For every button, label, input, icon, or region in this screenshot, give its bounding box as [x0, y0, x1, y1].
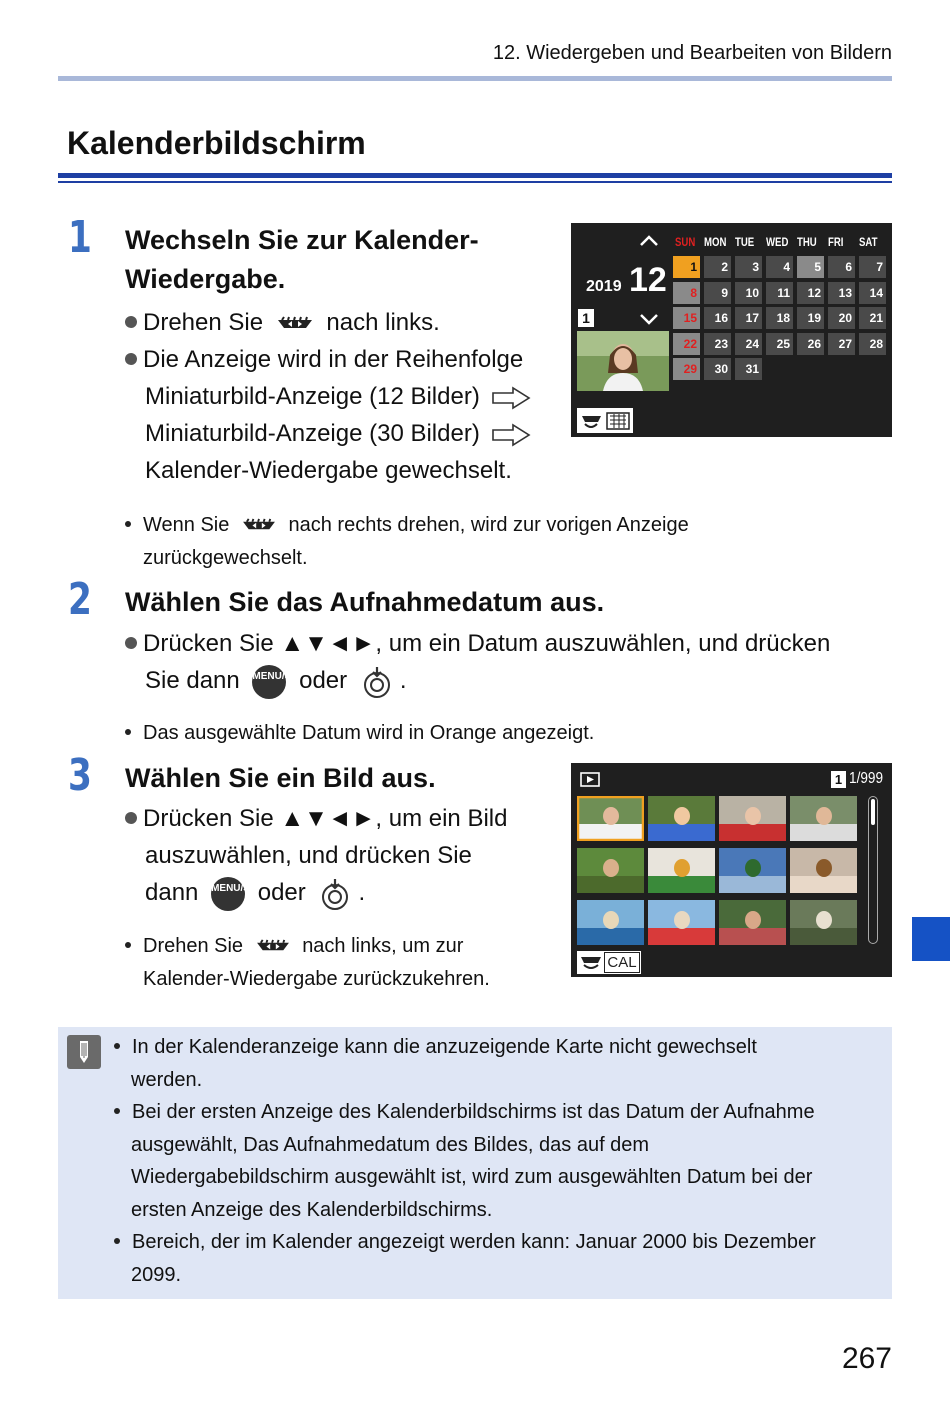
step-2-bullets: Drücken Sie ▲▼◄►, um ein Datum auszuwählen, und drücken Sie dann MENU/SET oder .: [125, 625, 905, 699]
step-3-number: 3: [68, 750, 92, 801]
step-2-title: Wählen Sie das Aufnahmedatum aus.: [125, 587, 605, 617]
title-divider: [58, 173, 892, 178]
calendar-day[interactable]: 13: [828, 282, 855, 304]
right-arrow-icon: [491, 423, 531, 447]
info-note-item: Bereich, der im Kalender angezeigt werden kann: Januar 2000 bis Dezember: [114, 1226, 884, 1259]
calendar-day[interactable]: 28: [859, 333, 886, 355]
thumbnail-image[interactable]: [719, 848, 786, 893]
bullet-item: Drücken Sie ▲▼◄►, um ein Bild: [125, 800, 565, 837]
image-counter: 1/999: [849, 770, 884, 787]
scrollbar[interactable]: [868, 796, 878, 944]
control-dial-press-icon: [360, 665, 394, 699]
weekday-tue: TUE: [735, 235, 755, 249]
step-1-bullets: Drehen Sie nach links. Die Anzeige wird in der Reihenfolge Miniaturbild-Anzeige (12 Bilder) Miniaturbild-Anzeige (30 Bilder) Kalender-Wiedergabe gewechselt.: [125, 304, 565, 489]
rear-dial-icon: [241, 518, 277, 533]
weekday-mon: MON: [704, 235, 727, 249]
calendar-mode-button[interactable]: [577, 951, 641, 974]
step-3-note: Drehen Sie nach links, um zur Kalender-Wiedergabe zurückzukehren.: [125, 930, 555, 996]
rear-dial-icon: [255, 939, 291, 954]
card-slot-badge: 1: [578, 309, 594, 327]
thumbnail-photo: [577, 331, 669, 391]
info-note-item: Bei der ersten Anzeige des Kalenderbildschirms ist das Datum der Aufnahme: [114, 1096, 884, 1129]
step-1-note: Wenn Sie nach rechts drehen, wird zur vorigen Anzeige zurückgewechselt.: [125, 509, 765, 575]
calendar-day[interactable]: 19: [797, 307, 824, 329]
control-dial-press-icon: [318, 877, 352, 911]
calendar-day[interactable]: 1: [673, 256, 700, 278]
calendar-day[interactable]: 11: [766, 282, 793, 304]
step-2-note: Das ausgewählte Datum wird in Orange angezeigt.: [125, 717, 594, 750]
calendar-day[interactable]: 14: [859, 282, 886, 304]
thumbnail-image[interactable]: [648, 796, 715, 841]
info-notes-list: In der Kalenderanzeige kann die anzuzeigende Karte nicht gewechselt werden. Bei der ersten Anzeige des Kalenderbildschirms ist das Datum der Aufnahme ausgewählt, Das Aufnahmedatum des Bildes, das auf dem Wiedergabebildschirm ausgewählt ist, wird zum ausgewählten Datum bei der ersten Anzeige des Kalenderbildschirms. Bereich, der im Kalender angezeigt werden kann: Januar 2000 bis Dezember 2099.: [114, 1031, 884, 1291]
thumbnail-image[interactable]: [577, 848, 644, 893]
calendar-day[interactable]: 3: [735, 256, 762, 278]
chapter-tab: [912, 917, 950, 961]
memo-pencil-icon: [67, 1035, 101, 1069]
playback-icon: [580, 772, 600, 787]
calendar-day[interactable]: 8: [673, 282, 700, 304]
thumbnail-image[interactable]: [577, 796, 644, 841]
bullet-item: Die Anzeige wird in der Reihenfolge: [125, 341, 565, 378]
page-number: 267: [841, 1342, 892, 1375]
cal-label: CAL: [604, 952, 640, 973]
calendar-year: 2019: [586, 278, 622, 295]
weekday-fri: FRI: [828, 235, 844, 249]
calendar-day[interactable]: 15: [673, 307, 700, 329]
menu-set-button-icon: MENU/SET: [252, 665, 286, 699]
calendar-day[interactable]: 18: [766, 307, 793, 329]
rear-dial-icon: [276, 316, 314, 332]
chapter-header: 12. Wiedergeben und Bearbeiten von Bildern: [492, 42, 892, 64]
up-chevron-icon: [639, 235, 659, 247]
thumbnail-image[interactable]: [719, 900, 786, 945]
bullet-item: Drehen Sie nach links.: [125, 304, 565, 341]
step-1-title: Wechseln Sie zur Kalender- Wiedergabe.: [125, 225, 479, 294]
bullet-item: Drücken Sie ▲▼◄►, um ein Datum auszuwählen, und drücken: [125, 625, 905, 662]
calendar-day[interactable]: 12: [797, 282, 824, 304]
thumbnail-image[interactable]: [790, 796, 857, 841]
calendar-screen: [571, 223, 892, 437]
calendar-month: 12: [629, 261, 667, 299]
weekday-thu: THU: [797, 235, 817, 249]
header-divider: [58, 76, 892, 81]
calendar-day[interactable]: 30: [704, 358, 731, 380]
thumbnail-screen: [571, 763, 892, 977]
title-divider-thin: [58, 181, 892, 183]
step-3-bullets: Drücken Sie ▲▼◄►, um ein Bild auszuwählen, und drücken Sie dann MENU/SET oder .: [125, 800, 565, 911]
calendar-day[interactable]: 5: [797, 256, 824, 278]
info-note-item: In der Kalenderanzeige kann die anzuzeigende Karte nicht gewechselt: [114, 1031, 884, 1064]
thumbnail-image[interactable]: [648, 848, 715, 893]
info-note-box: [58, 1027, 892, 1299]
weekday-sat: SAT: [859, 235, 878, 249]
calendar-day[interactable]: 20: [828, 307, 855, 329]
calendar-day[interactable]: 29: [673, 358, 700, 380]
calendar-day[interactable]: 27: [828, 333, 855, 355]
calendar-day[interactable]: 26: [797, 333, 824, 355]
calendar-day[interactable]: 9: [704, 282, 731, 304]
calendar-day[interactable]: 4: [766, 256, 793, 278]
calendar-day[interactable]: 22: [673, 333, 700, 355]
weekday-wed: WED: [766, 235, 789, 249]
step-1-number: 1: [68, 212, 92, 263]
view-mode-icon: [577, 408, 633, 433]
weekday-sun: SUN: [675, 235, 696, 249]
calendar-day[interactable]: 7: [859, 256, 886, 278]
calendar-day[interactable]: 21: [859, 307, 886, 329]
page-title: Kalenderbildschirm: [67, 125, 366, 161]
calendar-day[interactable]: 2: [704, 256, 731, 278]
thumbnail-image[interactable]: [648, 900, 715, 945]
calendar-day[interactable]: 17: [735, 307, 762, 329]
calendar-day[interactable]: 24: [735, 333, 762, 355]
thumbnail-image[interactable]: [790, 900, 857, 945]
calendar-day[interactable]: 31: [735, 358, 762, 380]
step-3-title: Wählen Sie ein Bild aus.: [125, 763, 436, 793]
thumbnail-image[interactable]: [719, 796, 786, 841]
thumbnail-image[interactable]: [577, 900, 644, 945]
menu-set-button-icon: MENU/SET: [211, 877, 245, 911]
calendar-day[interactable]: 23: [704, 333, 731, 355]
down-chevron-icon: [639, 313, 659, 325]
rear-dial-icon: [577, 951, 607, 974]
scroll-thumb[interactable]: [871, 799, 875, 825]
calendar-day[interactable]: 16: [704, 307, 731, 329]
step-2-number: 2: [68, 574, 92, 625]
right-arrow-icon: [491, 386, 531, 410]
calendar-day[interactable]: 25: [766, 333, 793, 355]
calendar-day[interactable]: 10: [735, 282, 762, 304]
card-slot-badge: 1: [831, 771, 846, 788]
thumbnail-image[interactable]: [790, 848, 857, 893]
calendar-day[interactable]: 6: [828, 256, 855, 278]
